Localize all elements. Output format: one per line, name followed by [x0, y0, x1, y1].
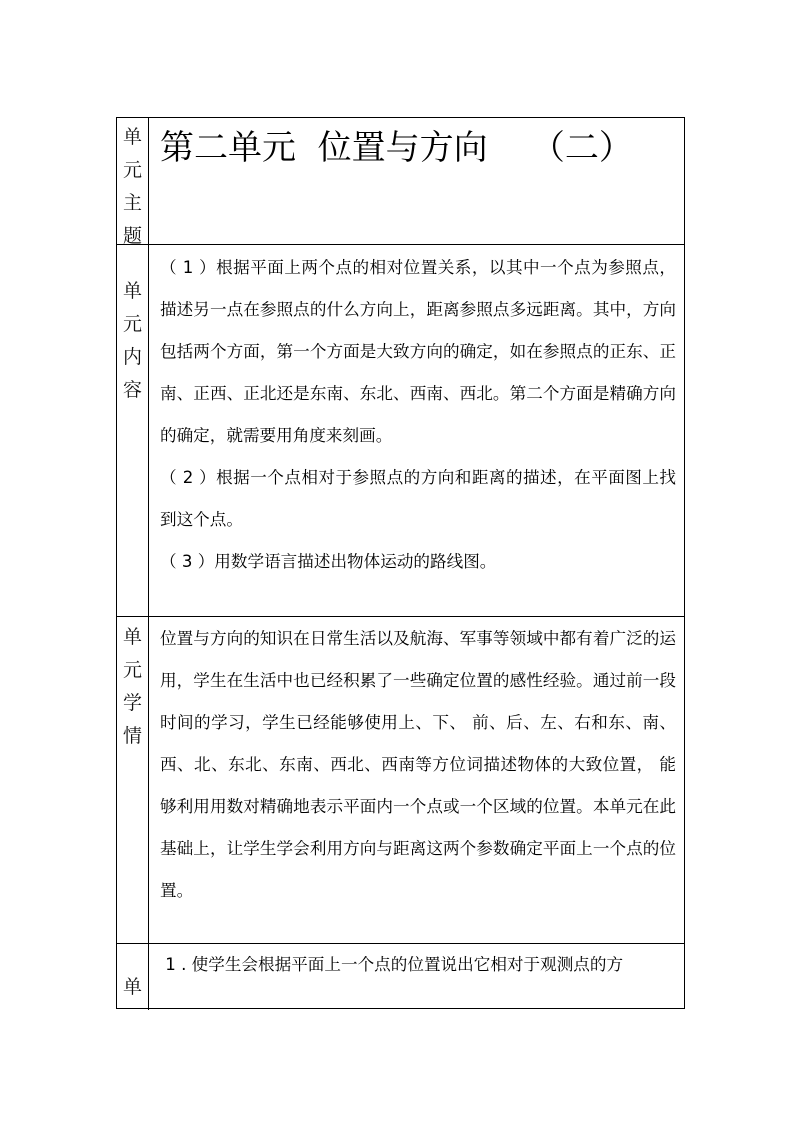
content-cell: [149, 245, 684, 616]
student-analysis-paragraph: 位置与方向的知识在日常生活以及航海、军事等领域中都有着广泛的运用，学生在生活中也已经积累了一些确定位置的感性经验。通过前一段时间的学习，学生已经能够使用上、下、 前、后、左、右和东、南、西、北、东北、东南、西北、西南等方位词描述物体的大致位置， 能够利用用数对精确地表示平面内一个点或一个区域的位置。本单元在此基础上，让学生学会利用方向与距离这两个参数确定平面上一个点的位置。: [160, 629, 676, 900]
row-label-content: [117, 245, 149, 616]
label-char: 主: [122, 192, 142, 214]
table-row-topic: [117, 118, 684, 245]
label-char: 单: [122, 626, 142, 648]
student-analysis-cell: [149, 617, 684, 943]
row-label-student-analysis: [117, 617, 149, 943]
label-char: 单: [122, 126, 142, 148]
table-row-content: [117, 245, 684, 617]
content-paragraph-2: （ 2 ）根据一个点相对于参照点的方向和距离的描述，在平面图上找到这个点。: [160, 468, 676, 529]
row-label-goals: [117, 944, 149, 1010]
label-char: 元: [122, 659, 142, 681]
label-char: 情: [122, 725, 142, 747]
label-char: 内: [122, 346, 142, 368]
table-row-student-analysis: [117, 617, 684, 944]
label-char: 单: [122, 976, 142, 998]
row-label-topic: [117, 118, 149, 247]
goals-cell: [149, 944, 684, 1010]
goals-paragraph-1: 1 . 使学生会根据平面上一个点的位置说出它相对于观测点的方: [160, 955, 624, 974]
label-char: 容: [122, 379, 142, 401]
topic-cell: [149, 118, 684, 244]
content-paragraph-1: （ 1 ）根据平面上两个点的相对位置关系，以其中一个点为参照点，描述另一点在参照点的什么方向上，距离参照点多远距离。其中，方向包括两个方面，第一个方面是大致方向的确定，如在参照点的正东、正南、正西、正北还是东南、东北、西南、西北。第二个方面是精确方向的确定，就需要用角度来刻画。: [160, 258, 676, 445]
label-char: 元: [122, 313, 142, 335]
label-char: 题: [122, 225, 142, 247]
label-char: 元: [122, 159, 142, 181]
unit-plan-table: [116, 117, 685, 1009]
label-char: 单: [122, 280, 142, 302]
content-paragraph-3: （ 3 ）用数学语言描述出物体运动的路线图。: [160, 552, 497, 571]
table-row-goals: [117, 944, 684, 1010]
unit-title: 第二单元 位置与方向 （二）: [160, 128, 633, 168]
label-char: 学: [122, 692, 142, 714]
